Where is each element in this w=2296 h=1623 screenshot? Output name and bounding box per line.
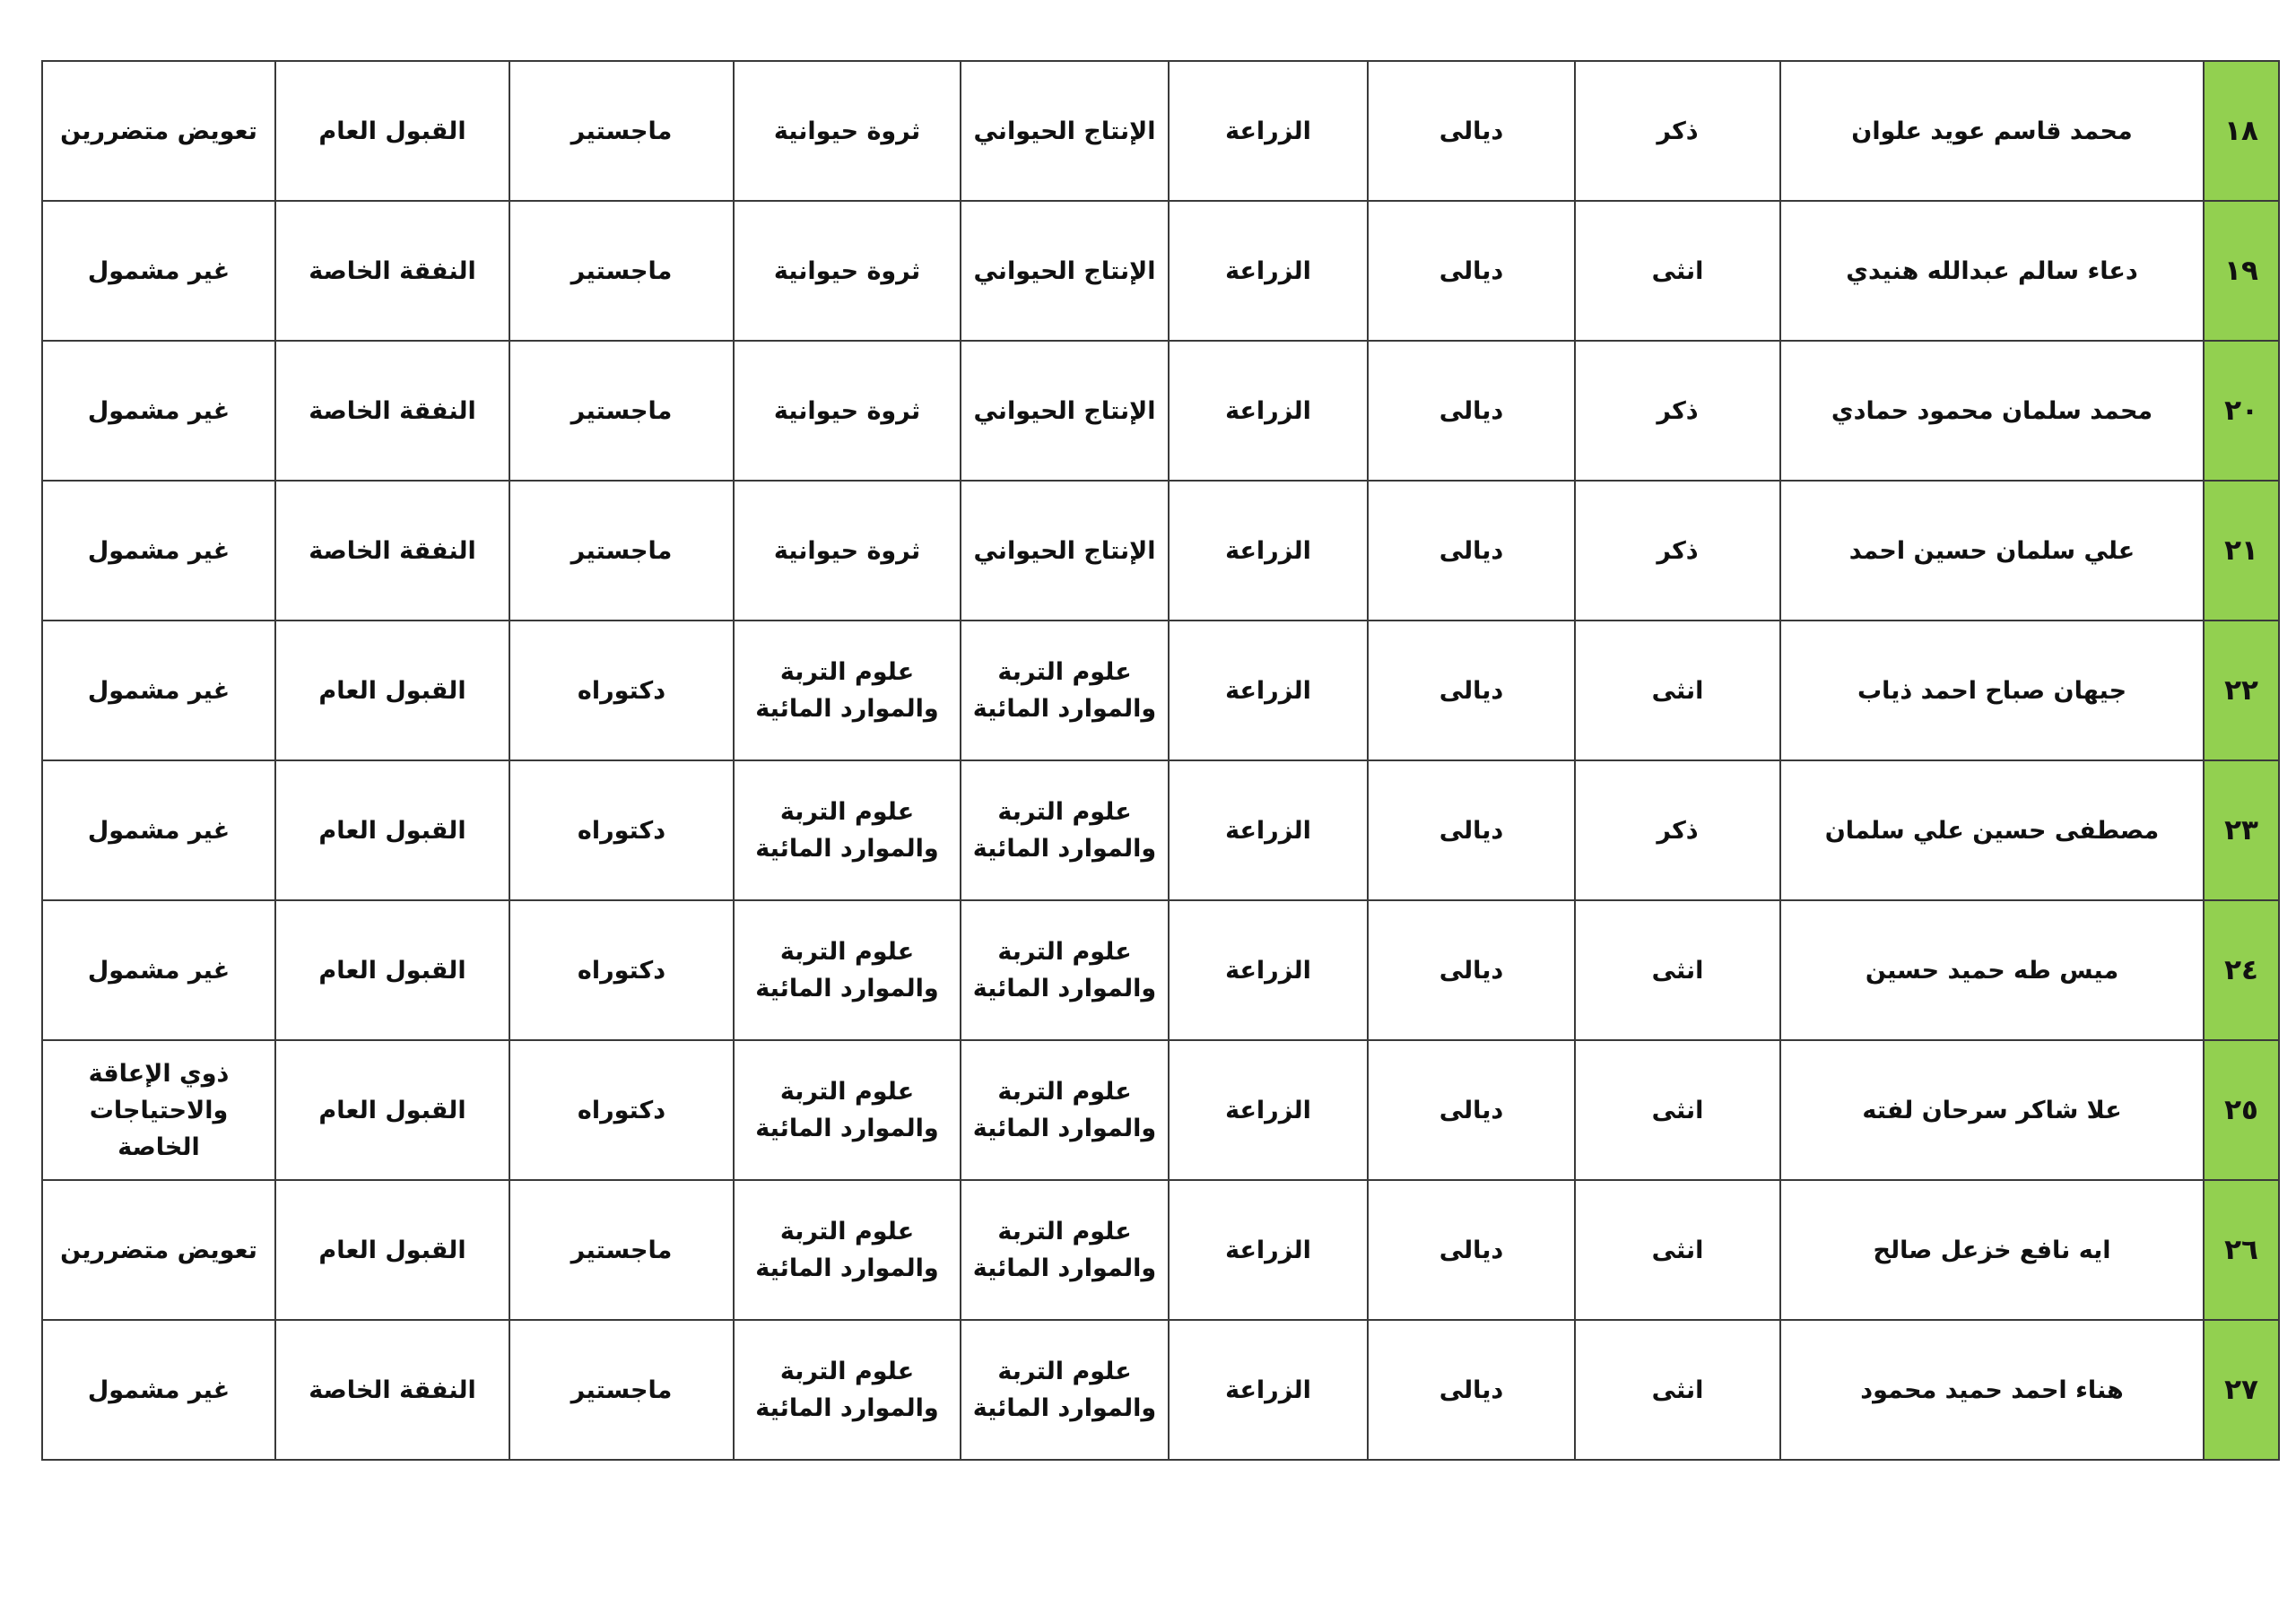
student-name: جيهان صباح احمد ذياب — [1780, 621, 2204, 760]
student-name: محمد سلمان محمود حمادي — [1780, 341, 2204, 481]
admission-channel-cell: القبول العام — [275, 61, 509, 201]
student-name: محمد قاسم عويد علوان — [1780, 61, 2204, 201]
specialization-cell: علوم التربة والموارد المائية — [734, 621, 961, 760]
degree-cell: ماجستير — [509, 481, 734, 621]
gender-cell: انثى — [1575, 1040, 1780, 1180]
department-cell: الإنتاج الحيواني — [961, 481, 1169, 621]
gender-cell: ذكر — [1575, 341, 1780, 481]
admission-channel-cell: النفقة الخاصة — [275, 341, 509, 481]
compensation-cell: غير مشمول — [42, 1320, 275, 1460]
province-cell: ديالى — [1368, 1040, 1575, 1180]
specialization-cell: ثروة حيوانية — [734, 481, 961, 621]
row-number: ٢٦ — [2204, 1180, 2279, 1320]
college-cell: الزراعة — [1169, 1180, 1368, 1320]
row-number: ١٨ — [2204, 61, 2279, 201]
degree-cell: دكتوراه — [509, 1040, 734, 1180]
gender-cell: انثى — [1575, 900, 1780, 1040]
compensation-cell: غير مشمول — [42, 621, 275, 760]
degree-cell: دكتوراه — [509, 900, 734, 1040]
row-number: ٢٣ — [2204, 760, 2279, 900]
province-cell: ديالى — [1368, 61, 1575, 201]
province-cell: ديالى — [1368, 481, 1575, 621]
row-number: ١٩ — [2204, 201, 2279, 341]
department-cell: علوم التربة والموارد المائية — [961, 760, 1169, 900]
table-row — [42, 1040, 2279, 1180]
gender-cell: ذكر — [1575, 61, 1780, 201]
province-cell: ديالى — [1368, 621, 1575, 760]
admission-channel-cell: القبول العام — [275, 900, 509, 1040]
department-cell: علوم التربة والموارد المائية — [961, 621, 1169, 760]
compensation-cell: تعويض متضررين — [42, 1180, 275, 1320]
department-cell: علوم التربة والموارد المائية — [961, 900, 1169, 1040]
student-name: دعاء سالم عبدالله هنيدي — [1780, 201, 2204, 341]
province-cell: ديالى — [1368, 1180, 1575, 1320]
specialization-cell: علوم التربة والموارد المائية — [734, 760, 961, 900]
province-cell: ديالى — [1368, 341, 1575, 481]
province-cell: ديالى — [1368, 201, 1575, 341]
table-row — [42, 900, 2279, 1040]
gender-cell: انثى — [1575, 621, 1780, 760]
specialization-cell: علوم التربة والموارد المائية — [734, 1320, 961, 1460]
college-cell: الزراعة — [1169, 621, 1368, 760]
department-cell: الإنتاج الحيواني — [961, 61, 1169, 201]
students-table — [41, 60, 2280, 1461]
row-number: ٢٢ — [2204, 621, 2279, 760]
row-number: ٢١ — [2204, 481, 2279, 621]
college-cell: الزراعة — [1169, 760, 1368, 900]
specialization-cell: علوم التربة والموارد المائية — [734, 900, 961, 1040]
gender-cell: ذكر — [1575, 481, 1780, 621]
degree-cell: دكتوراه — [509, 621, 734, 760]
admission-channel-cell: النفقة الخاصة — [275, 481, 509, 621]
degree-cell: ماجستير — [509, 1180, 734, 1320]
table-row — [42, 341, 2279, 481]
admission-channel-cell: القبول العام — [275, 1040, 509, 1180]
specialization-cell: ثروة حيوانية — [734, 201, 961, 341]
row-number: ٢٤ — [2204, 900, 2279, 1040]
admission-channel-cell: القبول العام — [275, 1180, 509, 1320]
gender-cell: ذكر — [1575, 760, 1780, 900]
row-number: ٢٠ — [2204, 341, 2279, 481]
department-cell: علوم التربة والموارد المائية — [961, 1180, 1169, 1320]
row-number: ٢٥ — [2204, 1040, 2279, 1180]
specialization-cell: علوم التربة والموارد المائية — [734, 1180, 961, 1320]
compensation-cell: غير مشمول — [42, 760, 275, 900]
degree-cell: ماجستير — [509, 61, 734, 201]
department-cell: علوم التربة والموارد المائية — [961, 1320, 1169, 1460]
college-cell: الزراعة — [1169, 481, 1368, 621]
row-number: ٢٧ — [2204, 1320, 2279, 1460]
compensation-cell: تعويض متضررين — [42, 61, 275, 201]
gender-cell: انثى — [1575, 1320, 1780, 1460]
province-cell: ديالى — [1368, 900, 1575, 1040]
student-name: ايه نافع خزعل صالح — [1780, 1180, 2204, 1320]
student-name: ميس طه حميد حسين — [1780, 900, 2204, 1040]
college-cell: الزراعة — [1169, 341, 1368, 481]
compensation-cell: غير مشمول — [42, 341, 275, 481]
admission-channel-cell: النفقة الخاصة — [275, 1320, 509, 1460]
degree-cell: ماجستير — [509, 1320, 734, 1460]
table-body — [42, 61, 2279, 1460]
admission-channel-cell: القبول العام — [275, 760, 509, 900]
admission-channel-cell: القبول العام — [275, 621, 509, 760]
department-cell: الإنتاج الحيواني — [961, 201, 1169, 341]
table-row — [42, 1320, 2279, 1460]
student-name: مصطفى حسين علي سلمان — [1780, 760, 2204, 900]
province-cell: ديالى — [1368, 760, 1575, 900]
compensation-cell: غير مشمول — [42, 201, 275, 341]
specialization-cell: ثروة حيوانية — [734, 61, 961, 201]
student-name: علا شاكر سرحان لفته — [1780, 1040, 2204, 1180]
college-cell: الزراعة — [1169, 61, 1368, 201]
degree-cell: ماجستير — [509, 341, 734, 481]
degree-cell: دكتوراه — [509, 760, 734, 900]
gender-cell: انثى — [1575, 201, 1780, 341]
specialization-cell: ثروة حيوانية — [734, 341, 961, 481]
college-cell: الزراعة — [1169, 1320, 1368, 1460]
specialization-cell: علوم التربة والموارد المائية — [734, 1040, 961, 1180]
table-row — [42, 61, 2279, 201]
college-cell: الزراعة — [1169, 900, 1368, 1040]
table-row — [42, 1180, 2279, 1320]
compensation-cell: ذوي الإعاقة والاحتياجات الخاصة — [42, 1040, 275, 1180]
gender-cell: انثى — [1575, 1180, 1780, 1320]
table-row — [42, 760, 2279, 900]
table-row — [42, 201, 2279, 341]
department-cell: علوم التربة والموارد المائية — [961, 1040, 1169, 1180]
admission-channel-cell: النفقة الخاصة — [275, 201, 509, 341]
student-name: هناء احمد حميد محمود — [1780, 1320, 2204, 1460]
degree-cell: ماجستير — [509, 201, 734, 341]
province-cell: ديالى — [1368, 1320, 1575, 1460]
college-cell: الزراعة — [1169, 201, 1368, 341]
table-row — [42, 621, 2279, 760]
compensation-cell: غير مشمول — [42, 900, 275, 1040]
table-row — [42, 481, 2279, 621]
compensation-cell: غير مشمول — [42, 481, 275, 621]
college-cell: الزراعة — [1169, 1040, 1368, 1180]
student-name: علي سلمان حسين احمد — [1780, 481, 2204, 621]
department-cell: الإنتاج الحيواني — [961, 341, 1169, 481]
